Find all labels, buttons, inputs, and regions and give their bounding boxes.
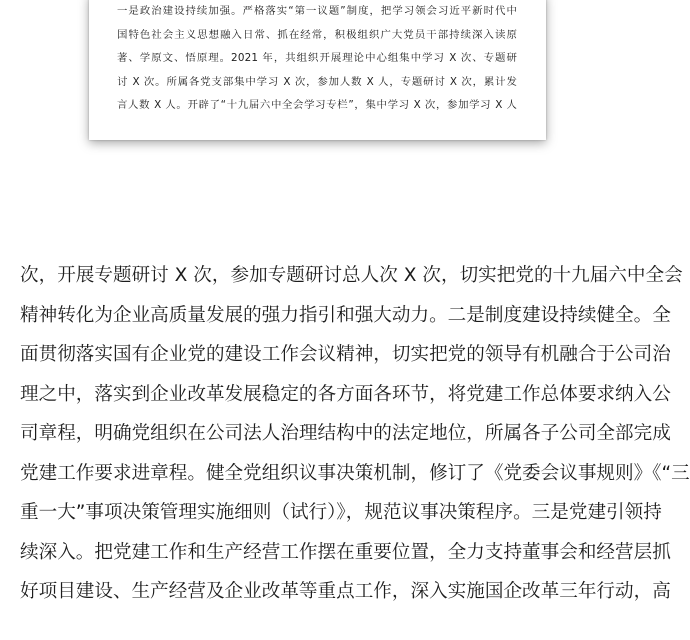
body-line: 续深入。把党建工作和生产经营工作摆在重要位置，全力支持董事会和经营层抓 [20, 541, 671, 563]
body-line: 面贯彻落实国有企业党的建设工作会议精神，切实把党的领导有机融合于公司治 [20, 344, 671, 365]
body-line: 重一大”事项决策管理实施细则（试行）》，规范议事决策程序。三是党建引领持 [20, 502, 662, 523]
body-line: 党建工作要求进章程。健全党组织议事决策机制，修订了《党委会议事规则》《“三 [20, 462, 690, 484]
preview-line: 著、学原文、悟原理。2021 年，共组织开展理论中心组集中学习 X 次、专题研 [117, 52, 517, 64]
preview-line: 国特色社会主义思想融入日常、抓在经常，积极组织广大党员干部持续深入读原 [117, 28, 517, 41]
body-line: 次，开展专题研讨 X 次，参加专题研讨总人次 X 次，切实把党的十九届六中全会 [20, 265, 683, 286]
body-line: 司章程，明确党组织在公司法人治理结构中的法定地位，所属各子公司全部完成 [20, 423, 671, 444]
preview-line: 讨 X 次。所属各党支部集中学习 X 次，参加人数 X 人，专题研讨 X 次，累计发 [117, 75, 517, 88]
preview-line: 一是政治建设持续加强。严格落实“第一议题”制度，把学习领会习近平新时代中 [117, 5, 517, 17]
preview-paragraph [117, 0, 517, 118]
body-paragraph [20, 256, 690, 612]
preview-line: 言人数 X 人。开辟了“十九届六中全会学习专栏”，集中学习 X 次，参加学习 X 人 [117, 99, 517, 111]
body-line: 精神转化为企业高质量发展的强力指引和强大动力。二是制度建设持续健全。全 [20, 304, 671, 326]
body-line: 好项目建设、生产经营及企业改革等重点工作，深入实施国企改革三年行动，高 [20, 581, 671, 602]
body-line: 理之中，落实到企业改革发展稳定的各方面各环节，将党建工作总体要求纳入公 [20, 383, 671, 405]
document-preview-card [89, 0, 546, 140]
